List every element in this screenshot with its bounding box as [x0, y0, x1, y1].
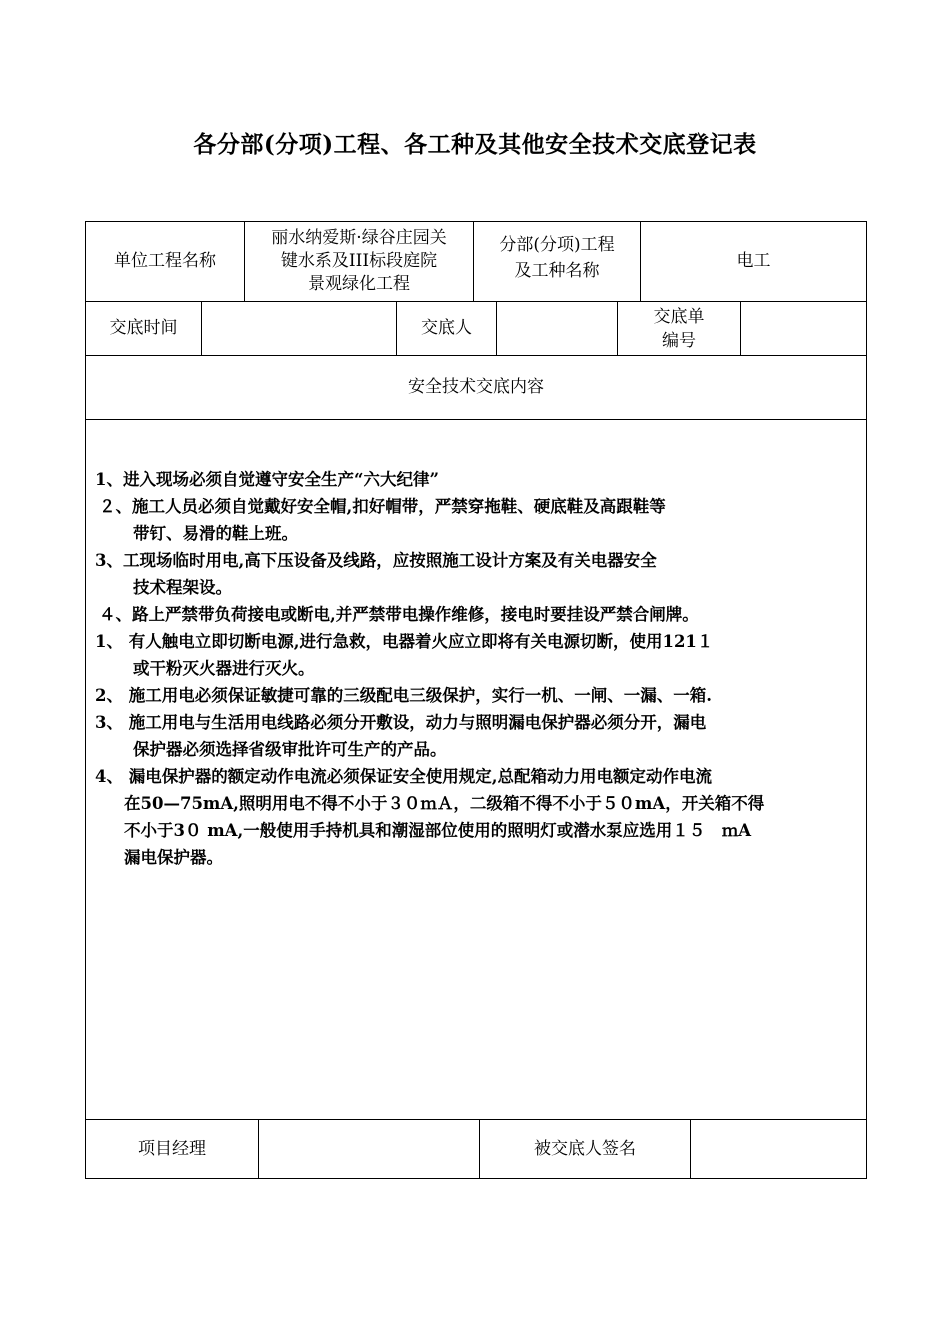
- handover-number-label-line: 编号: [662, 330, 696, 351]
- sub-project-label-line: 分部(分项)工程: [499, 235, 615, 255]
- content-line: 技术程架设。: [133, 578, 232, 597]
- unit-name-label: 单位工程名称: [114, 251, 216, 271]
- project-manager-value[interactable]: [259, 1120, 479, 1178]
- handover-number-value[interactable]: [741, 302, 866, 355]
- content-line: 或干粉灭火器进行灭火。: [133, 659, 315, 678]
- safety-content: [95, 466, 855, 871]
- unit-name-value: [245, 222, 473, 301]
- content-line: 3、工现场临时用电,高下压设备及线路，应按照施工设计方案及有关电器安全: [95, 551, 657, 570]
- handover-number-label-line: 交底单: [653, 306, 705, 327]
- content-line: 漏电保护器。: [124, 848, 223, 867]
- handover-time-label: 交底时间: [109, 318, 178, 338]
- content-line: 1、 有人触电立即切断电源,进行急救，电器着火应立即将有关电源切断，使用121１: [95, 632, 714, 651]
- sub-project-value: 电工: [736, 251, 771, 271]
- handover-number-label: [618, 302, 740, 355]
- handover-person-label: 交底人: [421, 318, 472, 338]
- content-line: 1、进入现场必须自觉遵守安全生产“六大纪律”: [95, 470, 439, 489]
- handover-time-value[interactable]: [202, 302, 396, 355]
- sub-project-label: [474, 222, 640, 301]
- content-line: 保护器必须选择省级审批许可生产的产品。: [133, 740, 447, 759]
- handover-person-value[interactable]: [497, 302, 617, 355]
- row-divider: [85, 419, 867, 420]
- recipient-signature-value[interactable]: [691, 1120, 866, 1178]
- content-line: 2、 施工用电必须保证敏捷可靠的三级配电三级保护，实行一机、一闸、一漏、一箱.: [95, 686, 712, 705]
- content-line: 4、 漏电保护器的额定动作电流必须保证安全使用规定,总配箱动力用电额定动作电流: [95, 767, 712, 786]
- unit-name-line: 键水系及ⅠII标段庭院: [280, 251, 438, 271]
- content-line: 不小于3０ mA,一般使用手持机具和潮湿部位使用的照明灯或潜水泵应选用１５ ｍA: [124, 821, 752, 840]
- sub-project-label-line: 及工种名称: [514, 261, 600, 281]
- content-line: ４、路上严禁带负荷接电或断电,并严禁带电操作维修，接电时要挂设严禁合闸牌。: [99, 605, 699, 624]
- section-heading: 安全技术交底内容: [408, 377, 544, 397]
- content-line: 3、 施工用电与生活用电线路必须分开敷设，动力与照明漏电保护器必须分开，漏电: [95, 713, 707, 732]
- content-line: ２、施工人员必须自觉戴好安全帽,扣好帽带，严禁穿拖鞋、硬底鞋及高跟鞋等: [99, 497, 666, 516]
- content-line: 带钉、易滑的鞋上班。: [133, 524, 298, 543]
- recipient-signature-label: 被交底人签名: [534, 1138, 636, 1159]
- project-manager-label: 项目经理: [138, 1138, 206, 1159]
- unit-name-line: 景观绿化工程: [308, 274, 410, 294]
- document-title: 各分部(分项)工程、各工种及其他安全技术交底登记表: [193, 131, 757, 158]
- content-line: 在50—75mA,照明用电不得不小于３０ｍＡ，二级箱不得不小于５０mA，开关箱不得: [124, 794, 765, 813]
- unit-name-line: 丽水纳爱斯·绿谷庄园关: [271, 228, 447, 248]
